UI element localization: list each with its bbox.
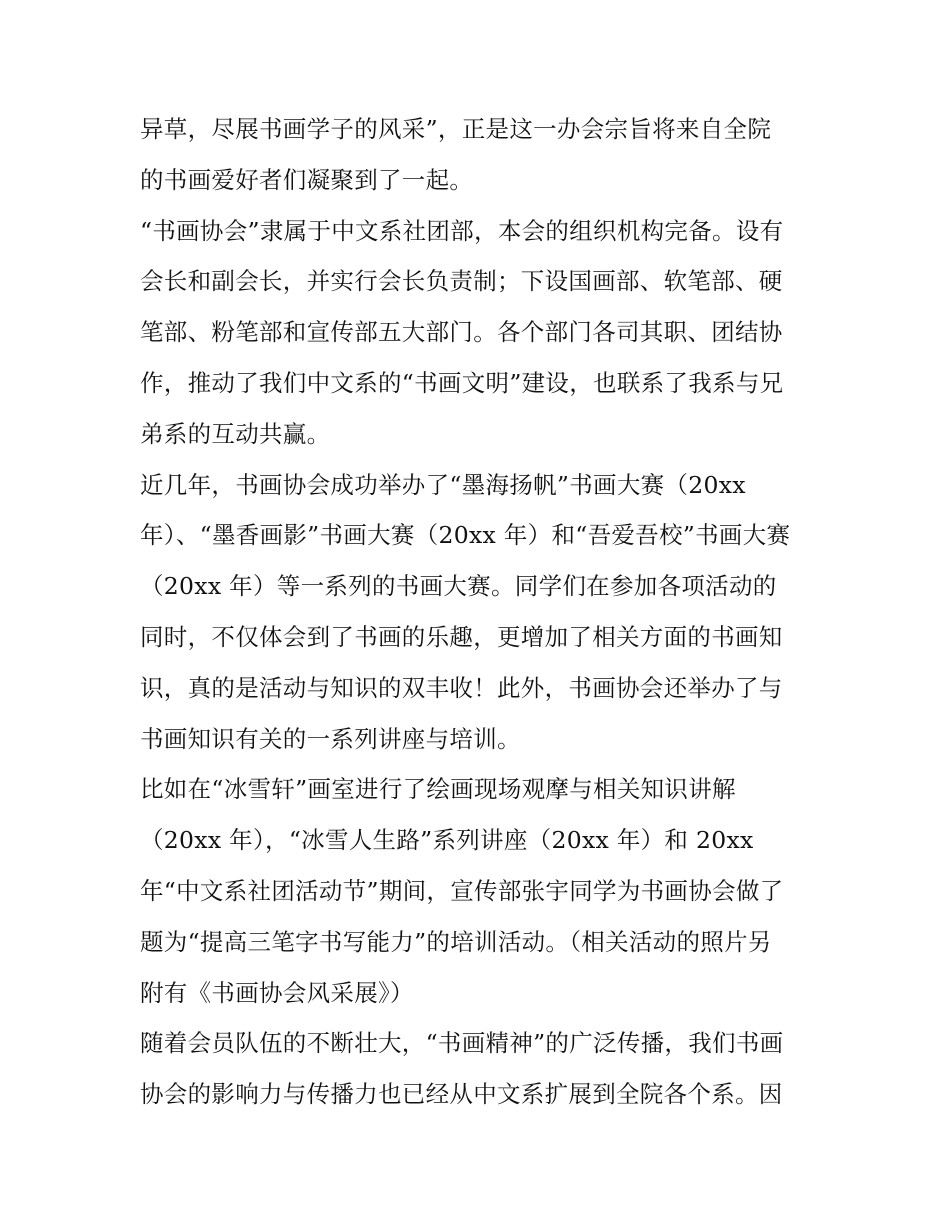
text-line: 比如在“冰雪轩”画室进行了绘画现场观摩与相关知识讲解 — [140, 775, 736, 804]
text-line: 近几年，书画协会成功举办了“墨海扬帆”书画大赛（20xx — [140, 470, 746, 499]
text-line: （20xx 年）等一系列的书画大赛。同学们在参加各项活动的 — [140, 572, 777, 601]
text-line: 附有《书画协会风采展》） — [140, 978, 414, 1007]
text-line: 随着会员队伍的不断壮大，“书画精神”的广泛传播，我们书画 — [140, 1029, 784, 1058]
text-line: 同时，不仅体会到了书画的乐趣，更增加了相关方面的书画知 — [140, 622, 783, 651]
text-line: 的书画爱好者们凝聚到了一起。 — [140, 165, 474, 194]
text-line: 会长和副会长，并实行会长负责制；下设国画部、软笔部、硬 — [140, 267, 783, 296]
text-line: （20xx 年），“冰雪人生路”系列讲座（20xx 年）和 20xx — [140, 826, 754, 855]
text-line: 笔部、粉笔部和宣传部五大部门。各个部门各司其职、团结协 — [140, 318, 783, 347]
text-line: “书画协会”隶属于中文系社团部，本会的组织机构完备。设有 — [140, 216, 784, 245]
text-line: 协会的影响力与传播力也已经从中文系扩展到全院各个系。因 — [140, 1080, 783, 1109]
text-line: 年“中文系社团活动节”期间，宣传部张宇同学为书画协会做了 — [140, 876, 784, 905]
text-line: 弟系的互动共赢。 — [140, 419, 331, 448]
text-line: 题为“提高三笔字书写能力”的培训活动。（相关活动的照片另 — [140, 927, 772, 956]
text-line: 书画知识有关的一系列讲座与培训。 — [140, 724, 521, 753]
body-text — [140, 104, 820, 1120]
text-line: 年）、“墨香画影”书画大赛（20xx 年）和“吾爱吾校”书画大赛 — [140, 521, 791, 550]
text-line: 异草，尽展书画学子的风采”，正是这一办会宗旨将来自全院 — [140, 115, 772, 143]
text-line: 作，推动了我们中文系的“书画文明”建设，也联系了我系与兄 — [140, 368, 784, 397]
text-line: 识，真的是活动与知识的双丰收！此外，书画协会还举办了与 — [140, 673, 783, 702]
